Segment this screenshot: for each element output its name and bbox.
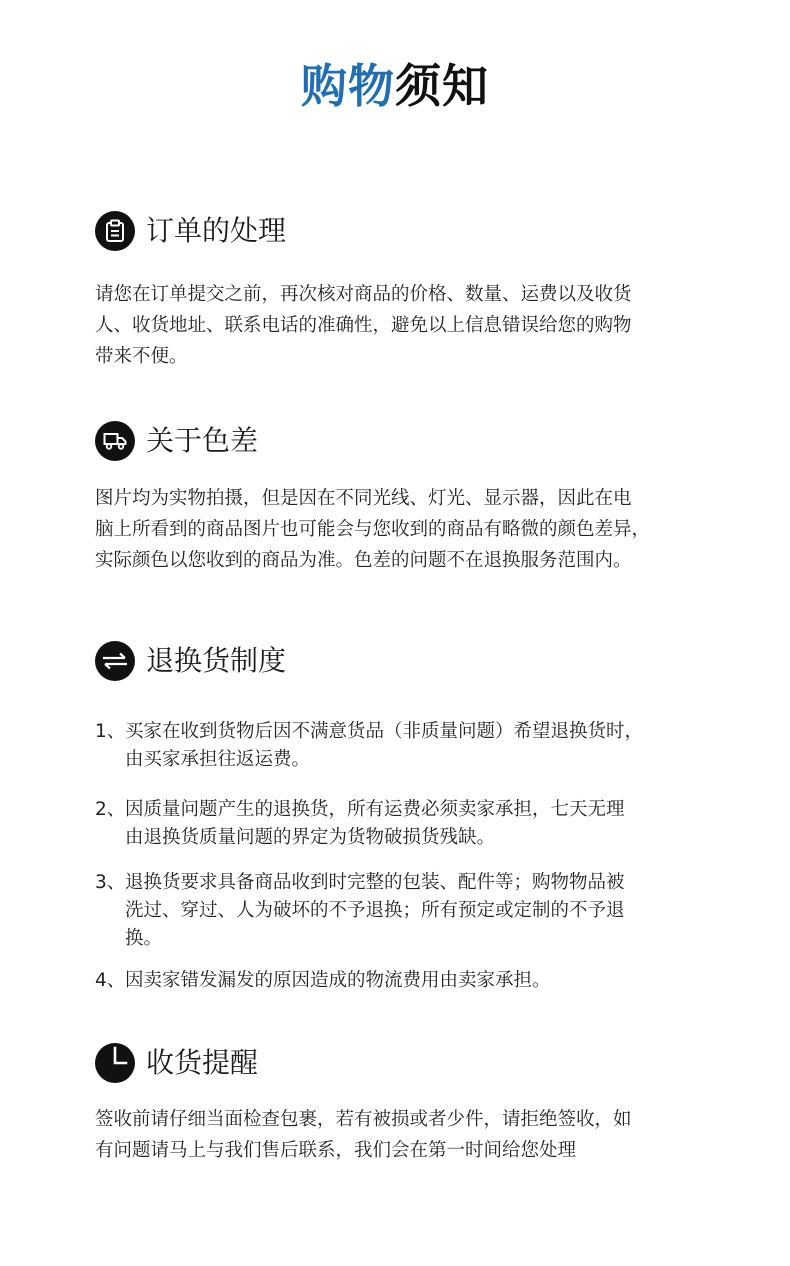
section-receipt-title: 收货提醒	[146, 1046, 259, 1079]
returns-rule-2	[95, 796, 705, 852]
truck-icon	[95, 421, 135, 461]
page-title-main: 须知	[395, 59, 489, 113]
paragraph-line: 带来不便。	[95, 346, 188, 367]
returns-rule-3	[95, 869, 705, 953]
rule-text: 洗过、穿过、人为破坏的不予退换；所有预定或定制的不予退	[125, 900, 625, 921]
returns-rule-4	[95, 967, 705, 995]
rule-text: 买家在收到货物后因不满意货品（非质量问题）希望退换货时，	[125, 721, 644, 742]
rule-number: 1、	[95, 721, 126, 742]
paragraph-line: 脑上所看到的商品图片也可能会与您收到的商品有略微的颜色差异，	[95, 519, 651, 540]
rule-number: 2、	[95, 799, 126, 820]
section-order-text	[95, 279, 705, 372]
rule-text: 换。	[125, 928, 163, 949]
paragraph-line: 请您在订单提交之前，再次核对商品的价格、数量、运费以及收货	[95, 284, 632, 305]
section-color-header	[95, 421, 258, 461]
rule-number: 4、	[95, 970, 126, 991]
exchange-arrows-icon	[95, 641, 135, 681]
paragraph-line: 实际颜色以您收到的商品为准。色差的问题不在退换服务范围内。	[95, 550, 632, 571]
clipboard-icon	[95, 211, 135, 251]
section-receipt-header	[95, 1043, 258, 1083]
section-color-text	[95, 483, 705, 576]
rule-text: 由买家承担往返运费。	[125, 749, 311, 770]
rule-text: 由退换货质量问题的界定为货物破损货残缺。	[125, 827, 496, 848]
rule-text: 退换货要求具备商品收到时完整的包装、配件等；购物物品被	[125, 872, 625, 893]
rule-text: 因卖家错发漏发的原因造成的物流费用由卖家承担。	[125, 970, 551, 991]
paragraph-line: 签收前请仔细当面检查包裹，若有被损或者少件，请拒绝签收，如	[95, 1109, 632, 1130]
paragraph-line: 人、收货地址、联系电话的准确性，避免以上信息错误给您的购物	[95, 315, 632, 336]
section-order-header	[95, 211, 286, 251]
section-returns-title: 退换货制度	[146, 644, 287, 677]
rule-text: 因质量问题产生的退换货，所有运费必须卖家承担，七天无理	[125, 799, 625, 820]
section-receipt-text	[95, 1104, 705, 1166]
paragraph-line: 图片均为实物拍摄，但是因在不同光线、灯光、显示器，因此在电	[95, 488, 632, 509]
rule-number: 3、	[95, 872, 126, 893]
paragraph-line: 有问题请马上与我们售后联系，我们会在第一时间给您处理	[95, 1140, 577, 1161]
returns-rule-1	[95, 718, 705, 774]
section-returns-header	[95, 641, 286, 681]
page-title-accent: 购物	[301, 59, 395, 113]
section-color-title: 关于色差	[146, 424, 259, 457]
section-order-title: 订单的处理	[146, 214, 287, 247]
clock-icon	[95, 1043, 135, 1083]
page-title	[0, 56, 790, 116]
